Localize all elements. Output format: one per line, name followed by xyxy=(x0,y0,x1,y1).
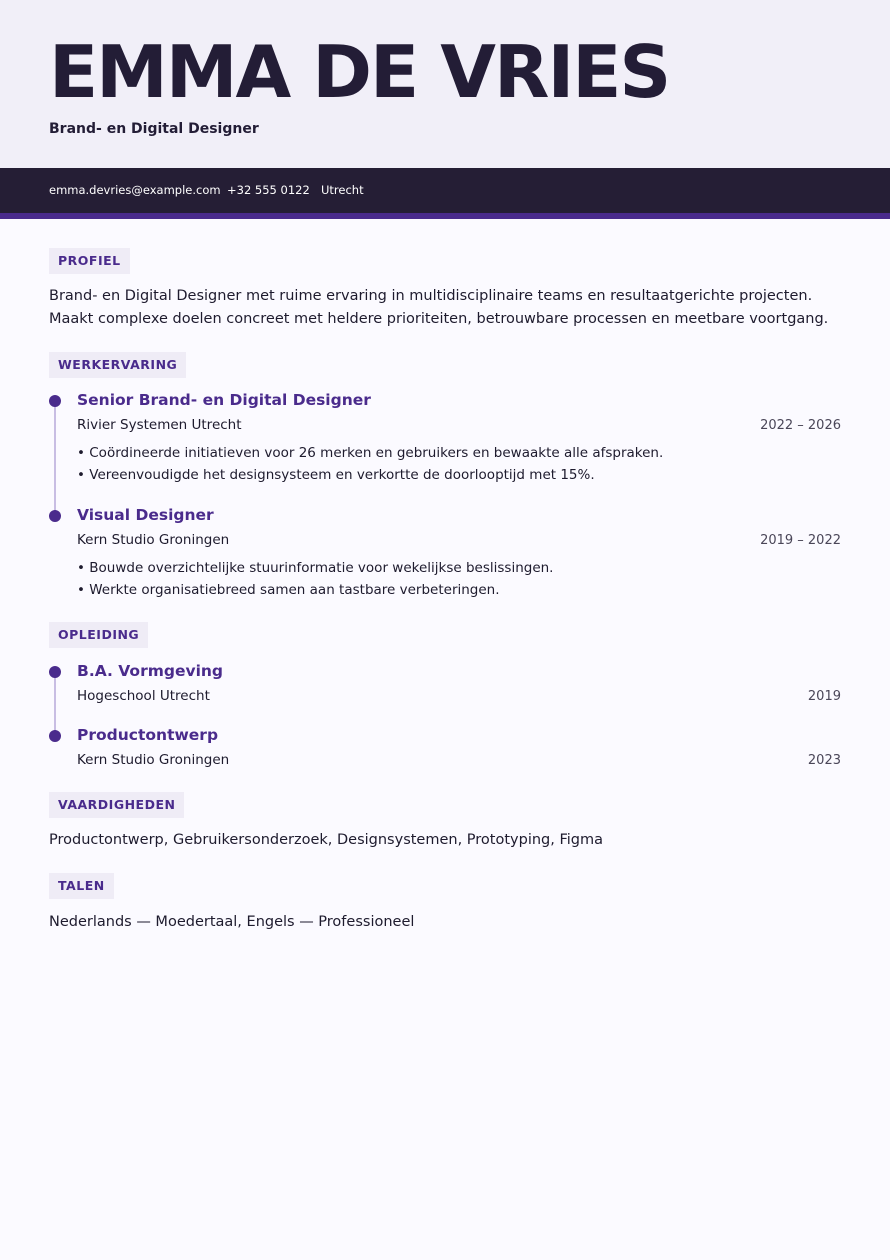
timeline-dot xyxy=(49,730,61,742)
section-label-profile: PROFIEL xyxy=(49,248,130,274)
education-institution: Hogeschool Utrecht xyxy=(77,688,210,704)
contact-phone[interactable]: +32 555 0122 xyxy=(227,183,310,197)
job-bullet: • Bouwde overzichtelijke stuurinformatie voor wekelijkse beslissingen. xyxy=(77,560,554,576)
section-label-skills: VAARDIGHEDEN xyxy=(49,792,184,818)
contact-city: Utrecht xyxy=(321,183,364,197)
timeline-line xyxy=(54,401,56,516)
education-year: 2023 xyxy=(807,753,841,768)
contact-email[interactable]: emma.devries@example.com xyxy=(49,183,221,197)
job-bullet: • Vereenvoudigde het designsysteem en verkortte de doorlooptijd met 15%. xyxy=(77,467,595,483)
timeline-dot xyxy=(49,395,61,407)
education-degree: Productontwerp xyxy=(77,726,219,744)
skills-text: Productontwerp, Gebruikersonderzoek, Designsystemen, Prototyping, Figma xyxy=(49,832,604,848)
section-label-experience: WERKERVARING xyxy=(49,352,186,378)
timeline-dot xyxy=(49,666,61,678)
education-institution: Kern Studio Groningen xyxy=(77,752,230,768)
education-degree: B.A. Vormgeving xyxy=(77,662,224,680)
candidate-name: EMMA DE VRIES xyxy=(49,30,670,114)
education-year: 2019 xyxy=(807,689,841,704)
job-employer: Rivier Systemen Utrecht xyxy=(77,417,242,433)
timeline-line xyxy=(54,672,56,736)
candidate-role: Brand- en Digital Designer xyxy=(49,121,259,137)
timeline-dot xyxy=(49,510,61,522)
section-label-languages: TALEN xyxy=(49,873,114,899)
job-bullet: • Coördineerde initiatieven voor 26 merken en gebruikers en bewaakte alle afspraken. xyxy=(77,445,664,461)
job-employer: Kern Studio Groningen xyxy=(77,532,230,548)
job-bullet: • Werkte organisatiebreed samen aan tastbare verbeteringen. xyxy=(77,582,500,598)
job-title: Senior Brand- en Digital Designer xyxy=(77,391,371,409)
job-dates: 2019 – 2022 xyxy=(760,533,841,548)
section-label-education: OPLEIDING xyxy=(49,622,148,648)
job-title: Visual Designer xyxy=(77,506,214,524)
accent-divider xyxy=(0,213,890,219)
languages-text: Nederlands — Moedertaal, Engels — Professioneel xyxy=(49,914,415,930)
profile-text: Brand- en Digital Designer met ruime ervaring in multidisciplinaire teams en resultaatgerichte projecten. Maakt complexe doelen concreet met heldere prioriteiten, betrouwbare processen en meetbare voortgang. xyxy=(49,288,829,327)
job-dates: 2022 – 2026 xyxy=(760,418,841,433)
